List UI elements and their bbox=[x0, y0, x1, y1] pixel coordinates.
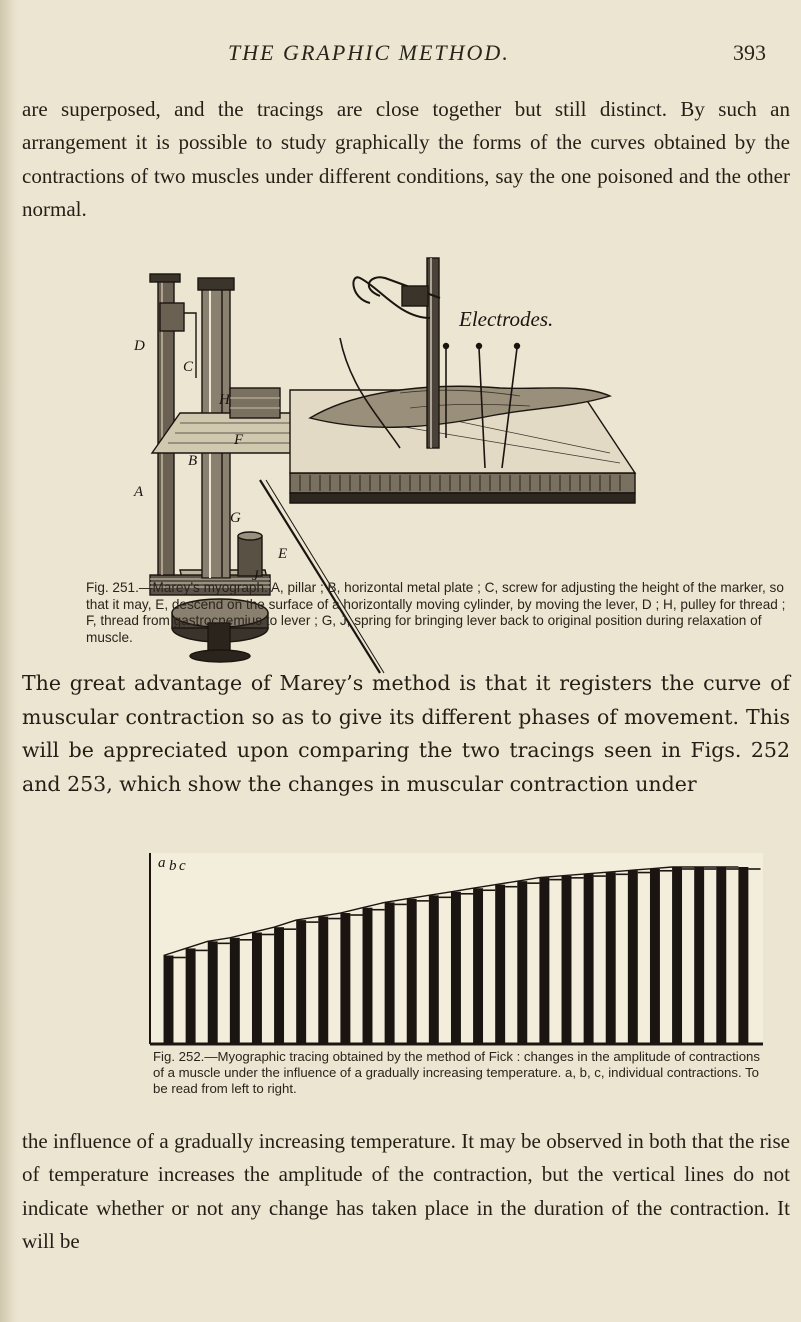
myographic-tracing bbox=[150, 853, 763, 1046]
contraction-stroke bbox=[562, 876, 572, 1044]
contraction-stroke bbox=[584, 874, 594, 1044]
paragraph-intro: are superposed, and the tracings are close together but still distinct. By such an arrangement it is possible to study graphically the forms of the curves obtained by the contractions of two muscles under different conditions, say the one poisoned and the other normal. bbox=[22, 97, 790, 221]
label-H: H bbox=[219, 392, 230, 408]
figure-251-caption: Fig. 251.—Marey’s myograph. A, pillar ; B, horizontal metal plate ; C, screw for adjusting the height of the marker, so that it may, E, descend on the surface of a horizontally moving cylinder, by moving the lever, D ; H, pulley for thread ; F, thread from gastrocnemius to lever ; G, J, spring for bringing lever back to original position during relaxation of muscle. bbox=[86, 580, 786, 645]
paragraph-temperature: the influence of a gradually increasing temperature. It may be observed in both that the rise of temperature increases the amplitude of the contraction, but the vertical lines do not indicate whether or not any change has taken place in the duration of the contraction. It will be bbox=[22, 1129, 790, 1253]
contraction-stroke bbox=[429, 895, 439, 1044]
contraction-stroke bbox=[650, 869, 660, 1044]
contraction-stroke bbox=[340, 913, 350, 1044]
contraction-stroke bbox=[495, 885, 505, 1044]
label-F: F bbox=[234, 432, 244, 448]
label-electrodes: Electrodes. bbox=[459, 307, 554, 331]
contraction-stroke bbox=[628, 871, 638, 1044]
contraction-stroke bbox=[716, 867, 726, 1044]
contraction-stroke bbox=[517, 881, 527, 1044]
label-a: a bbox=[158, 855, 166, 871]
contraction-stroke bbox=[318, 917, 328, 1044]
running-title: THE GRAPHIC METHOD. bbox=[228, 40, 510, 65]
contraction-stroke bbox=[296, 920, 306, 1044]
label-C: C bbox=[183, 359, 194, 375]
label-b: b bbox=[169, 858, 177, 874]
figure-252-caption: Fig. 252.—Myographic tracing obtained by the method of Fick : changes in the amplitude of contractions of a muscle under the influence of a gradually increasing temperature. a, b, c, individual contractions. To be read from left to right. bbox=[153, 1049, 760, 1096]
label-E: E bbox=[278, 546, 288, 562]
label-A: A bbox=[134, 484, 144, 500]
contraction-stroke bbox=[694, 867, 704, 1044]
contraction-stroke bbox=[208, 941, 218, 1044]
contraction-stroke bbox=[274, 927, 284, 1044]
contraction-stroke bbox=[672, 867, 682, 1044]
label-D: D bbox=[134, 338, 145, 354]
contraction-stroke bbox=[230, 938, 240, 1044]
contraction-stroke bbox=[738, 867, 748, 1044]
contraction-stroke bbox=[606, 872, 616, 1044]
contraction-stroke bbox=[186, 948, 196, 1044]
contraction-stroke bbox=[473, 888, 483, 1044]
label-J: J bbox=[252, 568, 259, 584]
contraction-stroke bbox=[385, 902, 395, 1044]
label-B: B bbox=[188, 453, 198, 469]
page-shadow-edge bbox=[0, 0, 18, 1322]
contraction-stroke bbox=[539, 878, 549, 1044]
contraction-stroke bbox=[363, 908, 373, 1044]
page-number: 393 bbox=[733, 40, 766, 65]
label-G: G bbox=[230, 510, 241, 526]
contraction-stroke bbox=[164, 956, 174, 1045]
paragraph-marey-method: The great advantage of Marey’s method is that it registers the curve of muscular contraction so as to give its different phases of movement. This will be appreciated upon comparing the two tracings seen in Figs. 252 and 253, which show the changes in muscular contraction under bbox=[22, 671, 790, 796]
figure-252-tracing bbox=[150, 853, 763, 1046]
running-header bbox=[0, 40, 801, 74]
contraction-stroke bbox=[252, 932, 262, 1044]
label-c: c bbox=[179, 858, 186, 874]
contraction-stroke bbox=[407, 899, 417, 1044]
contraction-stroke bbox=[451, 892, 461, 1044]
